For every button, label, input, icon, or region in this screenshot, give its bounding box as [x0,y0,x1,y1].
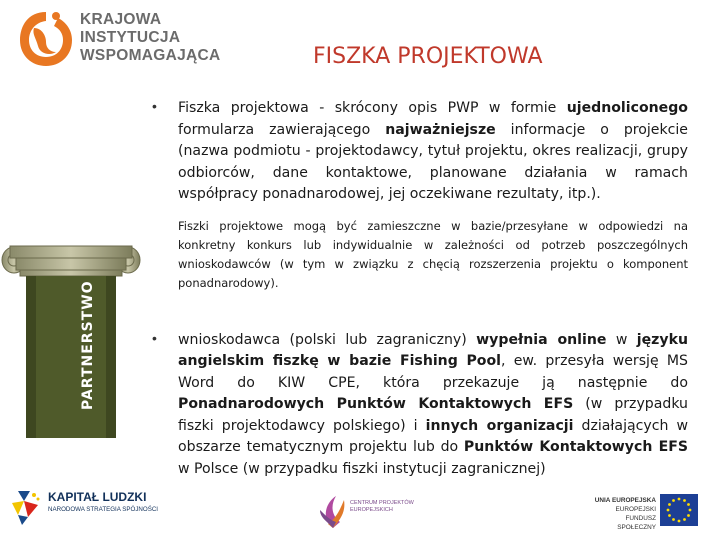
kiw-logo-icon [16,8,76,70]
kiw-logo-text [80,11,240,65]
logo-line-2: INSTYTUCJA [80,29,181,46]
eu-line-1: UNIA EUROPEJSKA [594,497,656,504]
pillar-label: PARTNERSTWO [80,280,96,410]
bullet-marker: • [152,98,157,114]
eu-line-2: EUROPEJSKI [615,506,656,513]
text-run: (w przypadku fiszki projektodawcy polskiego) i [178,396,688,434]
text-run: informacje o projekcie (nazwa podmiotu - projektodawcy, tytuł projektu, okres realizacji, grupy odbiorców, dane kontaktowe, planowane działania w ramach współpracy ponadnarodowej, jej oczekiwane rezultaty, itp.). [178,121,688,202]
kapital-ludzki-logo [8,487,158,527]
text-run-bold: ujednoliconego [566,100,688,116]
cpe-swirl-icon [318,490,348,530]
text-run: wnioskodawca (polski lub zagraniczny) [178,331,477,348]
text-run: w Polsce (w przypadku fiszki instytucji zagranicznej) [178,460,546,477]
kapital-ludzki-subtitle: NARODOWA STRATEGIA SPÓJNOŚCI [48,506,159,513]
logo-line-3: WSPOMAGAJĄCA [80,47,221,64]
note-paragraph: Fiszki projektowe mogą być zamieszczne w bazie/przesyłane w odpowiedzi na konkretny konkurs lub indywidualnie w zależności od potrzeb poszczególnych wnioskodawców (w tym w związku z chęcią rozszerzenia projektu o komponent ponadnarodowy). [178,218,688,290]
bullet-marker: • [152,329,157,346]
text-run: Fiszka projektowa - skrócony opis PWP w formie [178,100,567,116]
eu-flag-icon [660,494,698,526]
text-run: działających w obszarze tematycznym projektu lub do [178,417,688,455]
text-run-bold: wypełnia online [476,331,607,348]
eu-text [590,496,656,532]
text-run-bold: Punktów Kontaktowych EFS [463,439,688,455]
text-run-bold: języku angielskim fiszkę w bazie Fishing Pool [178,331,688,369]
text-run: formularza zawierającego [178,121,386,138]
cpe-logo [318,490,428,530]
eu-line-3: FUNDUSZ SPOŁECZNY [617,515,656,531]
bullet-2-text [178,330,688,481]
bullet-1-text [178,98,688,206]
text-run-bold: Ponadnarodowych Punktów Kontaktowych EFS [178,396,574,412]
main-content [150,98,688,480]
cpe-text: CENTRUM PROJEKTÓW EUROPEJSKICH [350,500,414,513]
bullet-item-1 [150,98,688,206]
kapital-ludzki-icon [8,487,44,527]
logo-line-1: KRAJOWA [80,11,162,28]
page-title: FISZKA PROJEKTOWA [313,44,543,69]
text-run: w [606,331,637,348]
text-run-bold: innych organizacji [425,417,574,434]
bullet-item-2 [150,330,688,481]
text-run: , ew. przesyła wersję MS Word do KIW CPE, która przekazuje ją następnie do [178,353,688,391]
text-run-bold: najważniejsze [385,121,496,138]
column-pillar-icon [0,240,142,438]
eu-logo [590,494,710,530]
kapital-ludzki-title: KAPITAŁ LUDZKI [48,490,147,504]
